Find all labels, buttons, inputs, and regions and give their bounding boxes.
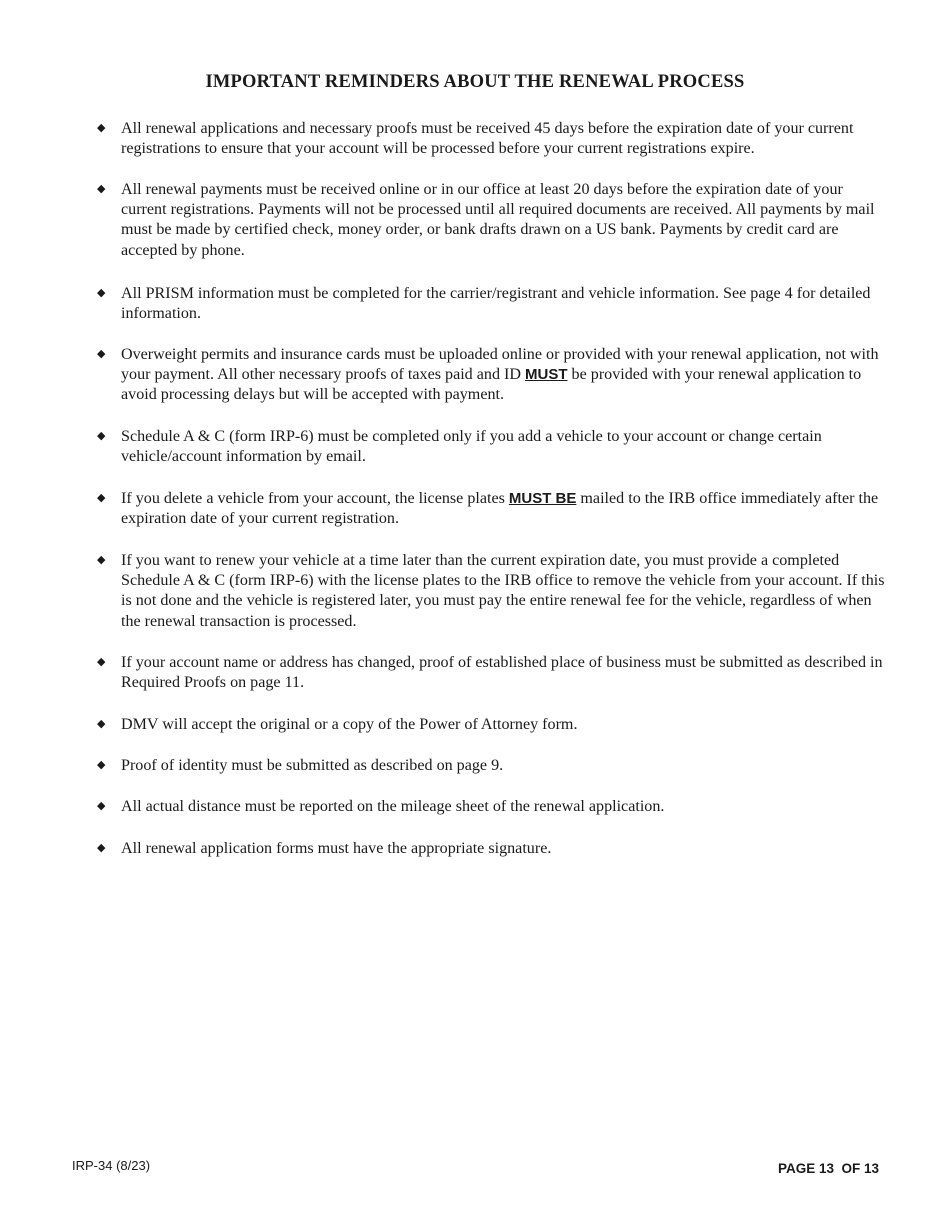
list-item-text (121, 756, 887, 776)
body-text: Proof of identity must be submitted as described on page 9. (121, 757, 504, 774)
diamond-bullet-icon: ◆ (97, 182, 106, 195)
list-item-text (121, 284, 887, 324)
body-text: If your account name or address has changed, proof of established place of business must be submitted as described in Required Proofs on page 11. (121, 654, 883, 692)
body-text: be provided with your renewal application to avoid processing delays but will be accepted with payment. (121, 366, 862, 404)
list-item (97, 345, 887, 406)
list-item-text (121, 839, 887, 859)
list-item (97, 756, 887, 776)
list-item-text (121, 427, 887, 467)
body-text: All renewal applications and necessary proofs must be received 45 days before the expiration date of your current registrations to ensure that your account will be processed before your current registrations expire. (121, 120, 854, 158)
body-text: Overweight permits and insurance cards must be uploaded online or provided with your renewal application, not with your payment. All other necessary proofs of taxes paid and ID (121, 346, 879, 384)
body-text: mailed to the IRB office immediately after the expiration date of your current registration. (121, 490, 879, 528)
diamond-bullet-icon: ◆ (97, 717, 106, 730)
body-text: All actual distance must be reported on the mileage sheet of the renewal application. (121, 798, 665, 815)
page-number: PAGE 13 OF 13 (777, 1161, 879, 1176)
diamond-bullet-icon: ◆ (97, 429, 106, 442)
body-text: All renewal payments must be received online or in our office at least 20 days before the expiration date of your current registrations. Payments will not be processed until all required documents are received. All payments by mail must be made by certified check, money order, or bank drafts drawn on a US bank. Payments by credit card are accepted by phone. (121, 181, 875, 259)
list-item-text (121, 345, 887, 406)
list-item (97, 489, 887, 529)
list-item (97, 551, 887, 632)
diamond-bullet-icon: ◆ (97, 491, 106, 504)
list-item (97, 653, 887, 693)
list-item-text (121, 653, 887, 693)
body-text: DMV will accept the original or a copy of the Power of Attorney form. (121, 716, 578, 733)
diamond-bullet-icon: ◆ (97, 553, 106, 566)
body-text: If you delete a vehicle from your account, the license plates (121, 490, 509, 507)
list-item-text (121, 180, 887, 261)
list-item (97, 797, 887, 817)
diamond-bullet-icon: ◆ (97, 758, 106, 771)
emphasis-text: MUST BE (508, 490, 577, 507)
list-item (97, 427, 887, 467)
list-item (97, 839, 887, 859)
list-item (97, 715, 887, 735)
list-item-text (121, 489, 887, 529)
form-id: IRP-34 (8/23) (72, 1158, 151, 1173)
list-item-text (121, 551, 887, 632)
list-item (97, 180, 887, 261)
diamond-bullet-icon: ◆ (97, 347, 106, 360)
diamond-bullet-icon: ◆ (97, 655, 106, 668)
list-item-text (121, 715, 887, 735)
emphasis-text: MUST (525, 366, 568, 384)
diamond-bullet-icon: ◆ (97, 841, 106, 854)
list-item-text (121, 797, 887, 817)
body-text: If you want to renew your vehicle at a time later than the current expiration date, you must provide a completed Schedule A & C (form IRP-6) with the license plates to the IRB office to remove the vehicle from your account. If this is not done and the vehicle is registered later, you must pay the entire renewal fee for the vehicle, regardless of when the renewal transaction is processed. (121, 552, 885, 630)
diamond-bullet-icon: ◆ (97, 121, 106, 134)
page-title: IMPORTANT REMINDERS ABOUT THE RENEWAL PROCESS (205, 72, 745, 92)
diamond-bullet-icon: ◆ (97, 286, 106, 299)
list-item (97, 284, 887, 324)
diamond-bullet-icon: ◆ (97, 799, 106, 812)
list-item-text (121, 119, 887, 159)
body-text: All renewal application forms must have the appropriate signature. (121, 840, 552, 857)
body-text: Schedule A & C (form IRP-6) must be completed only if you add a vehicle to your account or change certain vehicle/account information by email. (121, 428, 822, 466)
list-item (97, 119, 887, 159)
body-text: All PRISM information must be completed for the carrier/registrant and vehicle information. See page 4 for detailed information. (121, 285, 871, 323)
